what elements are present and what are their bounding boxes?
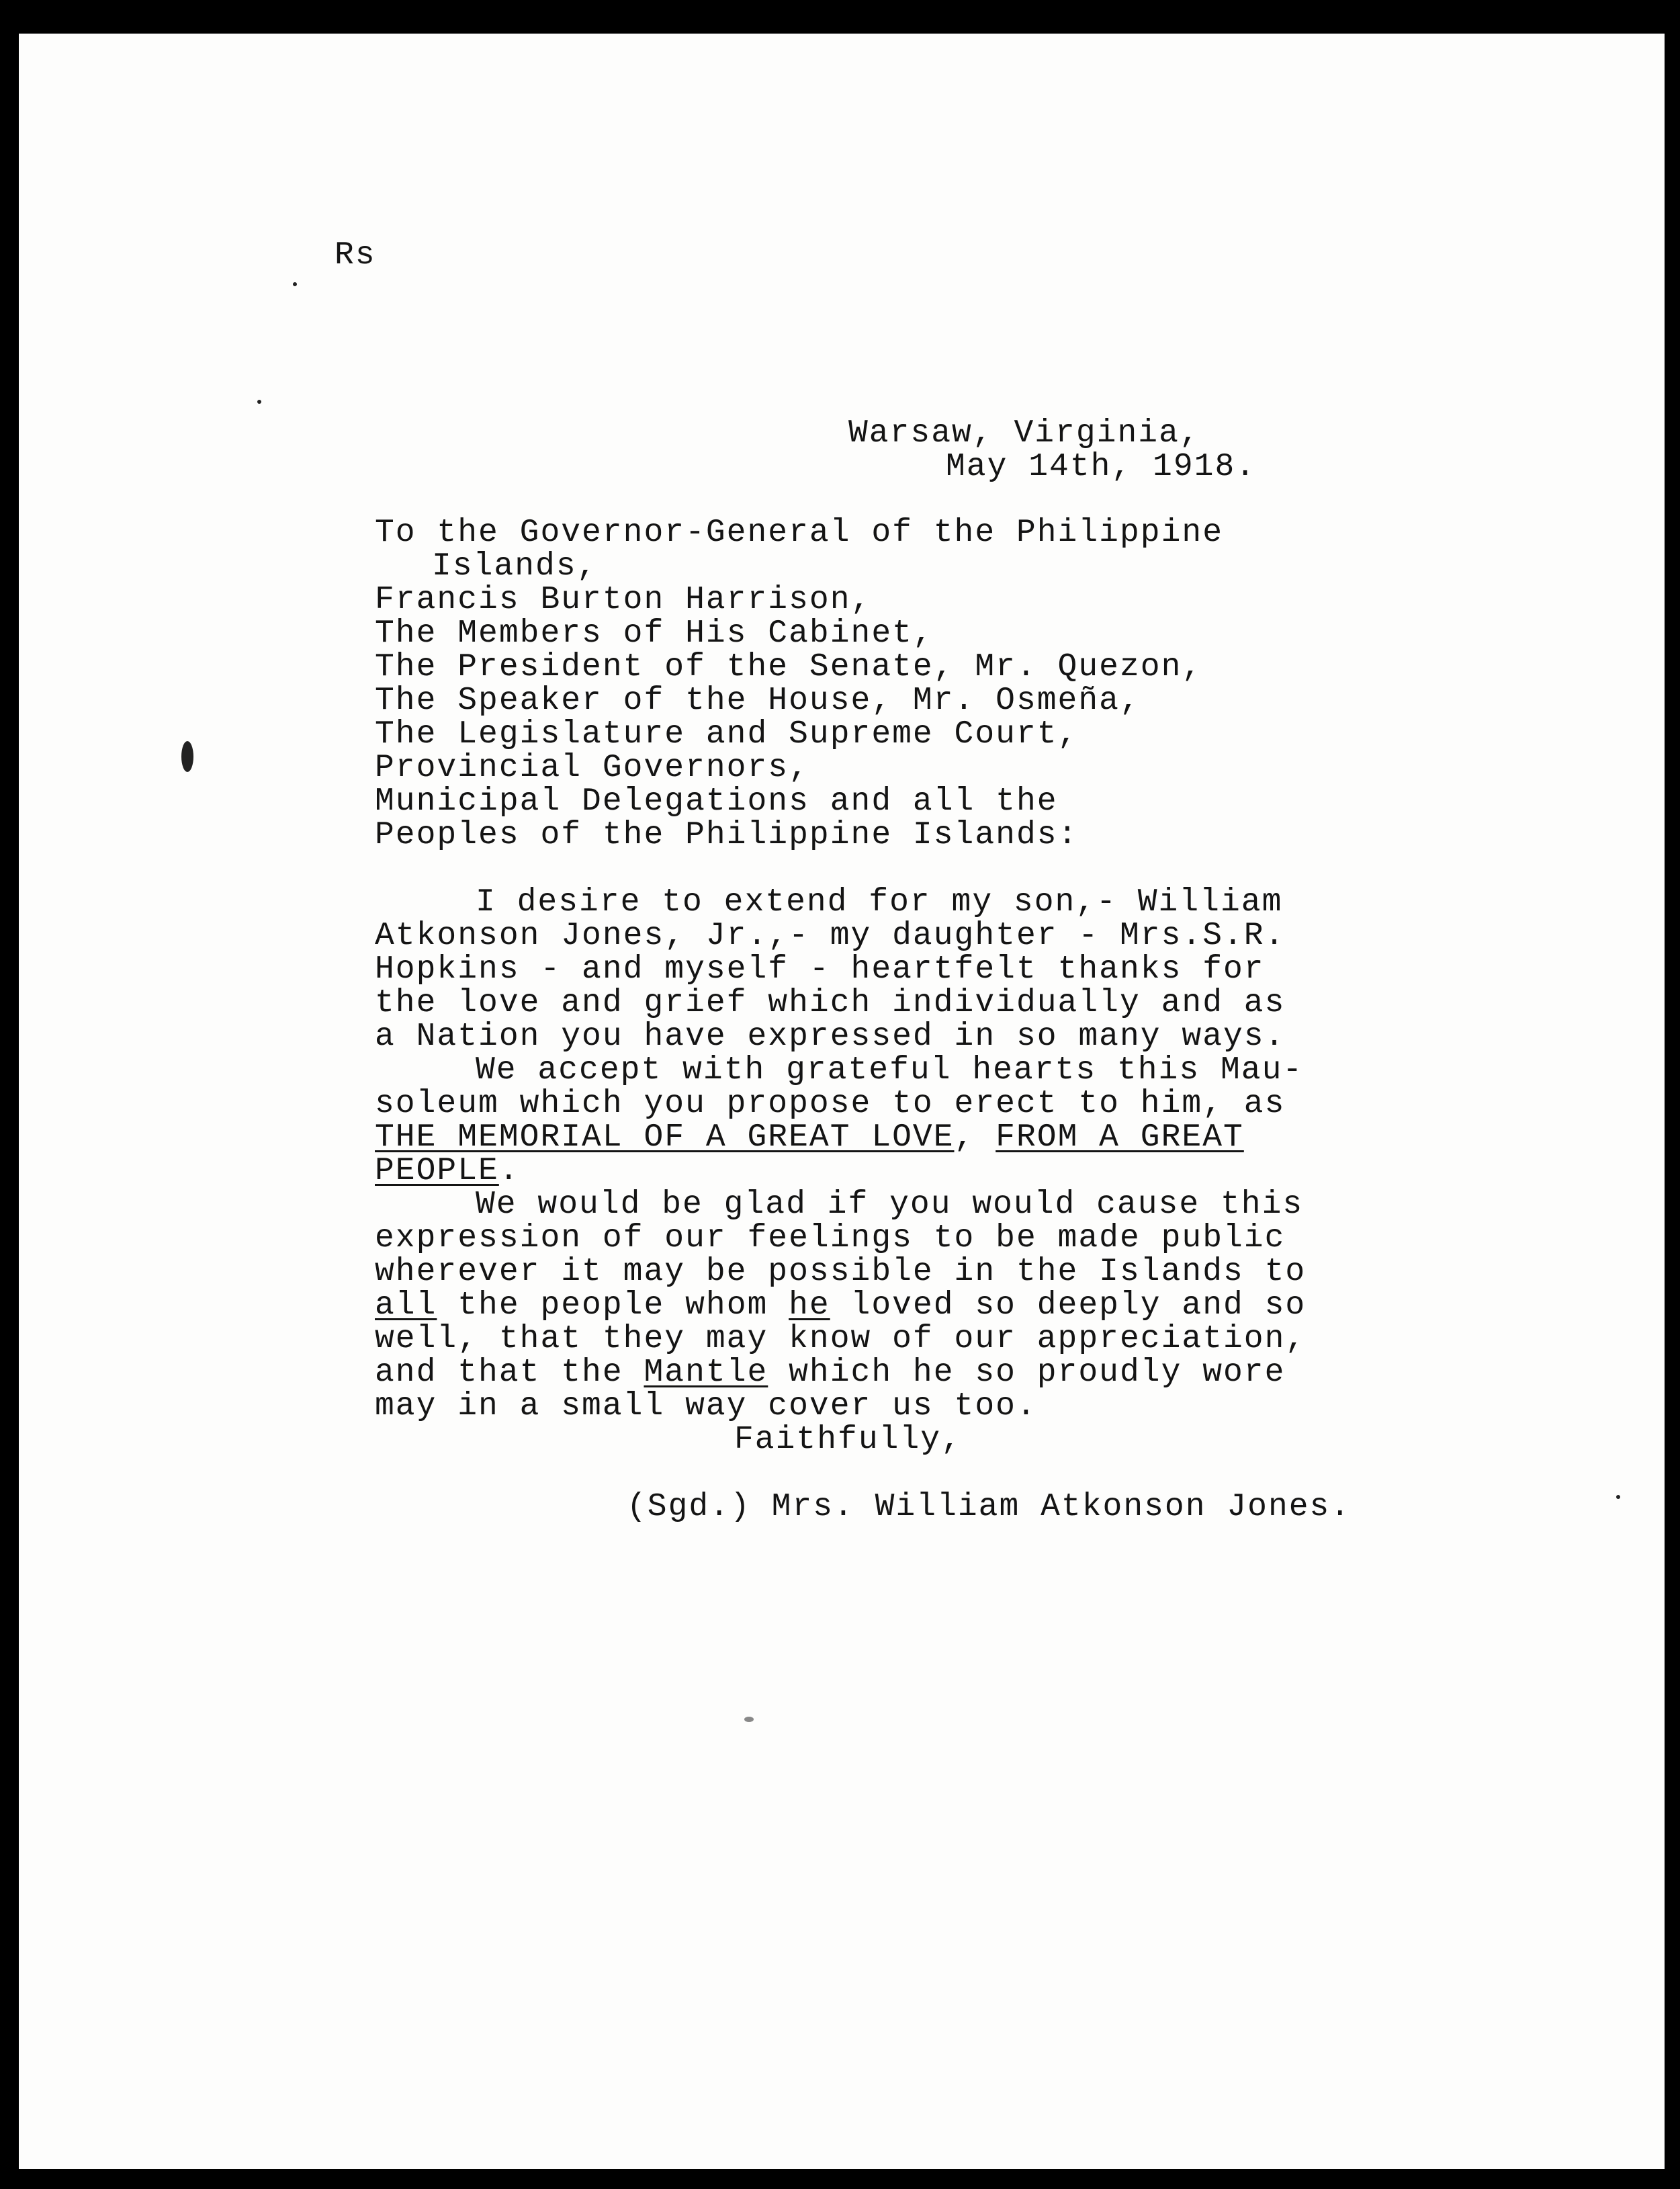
address-line: Municipal Delegations and all the [375, 783, 1058, 820]
address-line: Islands, [432, 548, 598, 585]
address-line: The Legislature and Supreme Court, [375, 716, 1079, 753]
body-line: expression of our feelings to be made public [375, 1220, 1286, 1256]
underlined-all: all [375, 1287, 437, 1324]
underlined-he: he [789, 1287, 830, 1324]
initials: Rs [335, 237, 376, 273]
body-line: wherever it may be possible in the Islands to [375, 1254, 1307, 1290]
body-line: I desire to extend for my son,- William [476, 884, 1283, 920]
scan-speck [257, 400, 261, 404]
address-line: Francis Burton Harrison, [375, 582, 872, 618]
address-line: The President of the Senate, Mr. Quezon, [375, 649, 1203, 685]
memorial-phrase-2: FROM A GREAT [996, 1119, 1244, 1156]
closing: Faithfully, [734, 1422, 962, 1458]
memorial-period: . [498, 1153, 520, 1189]
place-line: Warsaw, Virginia, [848, 415, 1200, 452]
memorial-comma: , [954, 1119, 975, 1156]
signature: (Sgd.) Mrs. William Atkonson Jones. [627, 1489, 1352, 1525]
body-line: may in a small way cover us too. [375, 1388, 1037, 1424]
address-line: Provincial Governors, [375, 750, 809, 786]
scan-speck [181, 741, 193, 772]
body-line [375, 1356, 1285, 1389]
body-line: Hopkins - and myself - heartfelt thanks for [375, 951, 1265, 988]
body-line: well, that they may know of our appreciation, [375, 1321, 1307, 1357]
memorial-people: PEOPLE [375, 1153, 499, 1189]
memorial-line-2 [375, 1154, 520, 1188]
memorial-line [375, 1121, 1244, 1154]
memorial-phrase: THE MEMORIAL OF A GREAT LOVE [375, 1119, 955, 1156]
text-run: and that the [375, 1355, 644, 1391]
body-line: the love and grief which individually and as [375, 985, 1286, 1021]
body-line: soleum which you propose to erect to him, as [375, 1086, 1286, 1122]
address-line: The Members of His Cabinet, [375, 615, 934, 652]
address-line: The Speaker of the House, Mr. Osmeña, [375, 683, 1141, 719]
address-line: To the Governor-General of the Philippine [375, 515, 1223, 551]
text-run: loved so deeply and so [830, 1287, 1307, 1324]
text-run: which he so proudly wore [768, 1355, 1286, 1391]
text-run: the people whom [437, 1287, 789, 1324]
body-line: We would be glad if you would cause this [476, 1187, 1304, 1223]
scan-speck [1616, 1495, 1620, 1499]
body-line: We accept with grateful hearts this Mau- [476, 1052, 1304, 1088]
scan-speck [744, 1717, 754, 1722]
body-line [375, 1289, 1306, 1322]
address-line: Peoples of the Philippine Islands: [375, 817, 1079, 853]
letter-page [19, 34, 1665, 2169]
underlined-mantle: Mantle [644, 1355, 768, 1391]
body-line: a Nation you have expressed in so many ways. [375, 1019, 1286, 1055]
body-line: Atkonson Jones, Jr.,- my daughter - Mrs.S.R. [375, 918, 1286, 954]
scan-speck [293, 282, 297, 286]
date-line: May 14th, 1918. [946, 449, 1257, 485]
